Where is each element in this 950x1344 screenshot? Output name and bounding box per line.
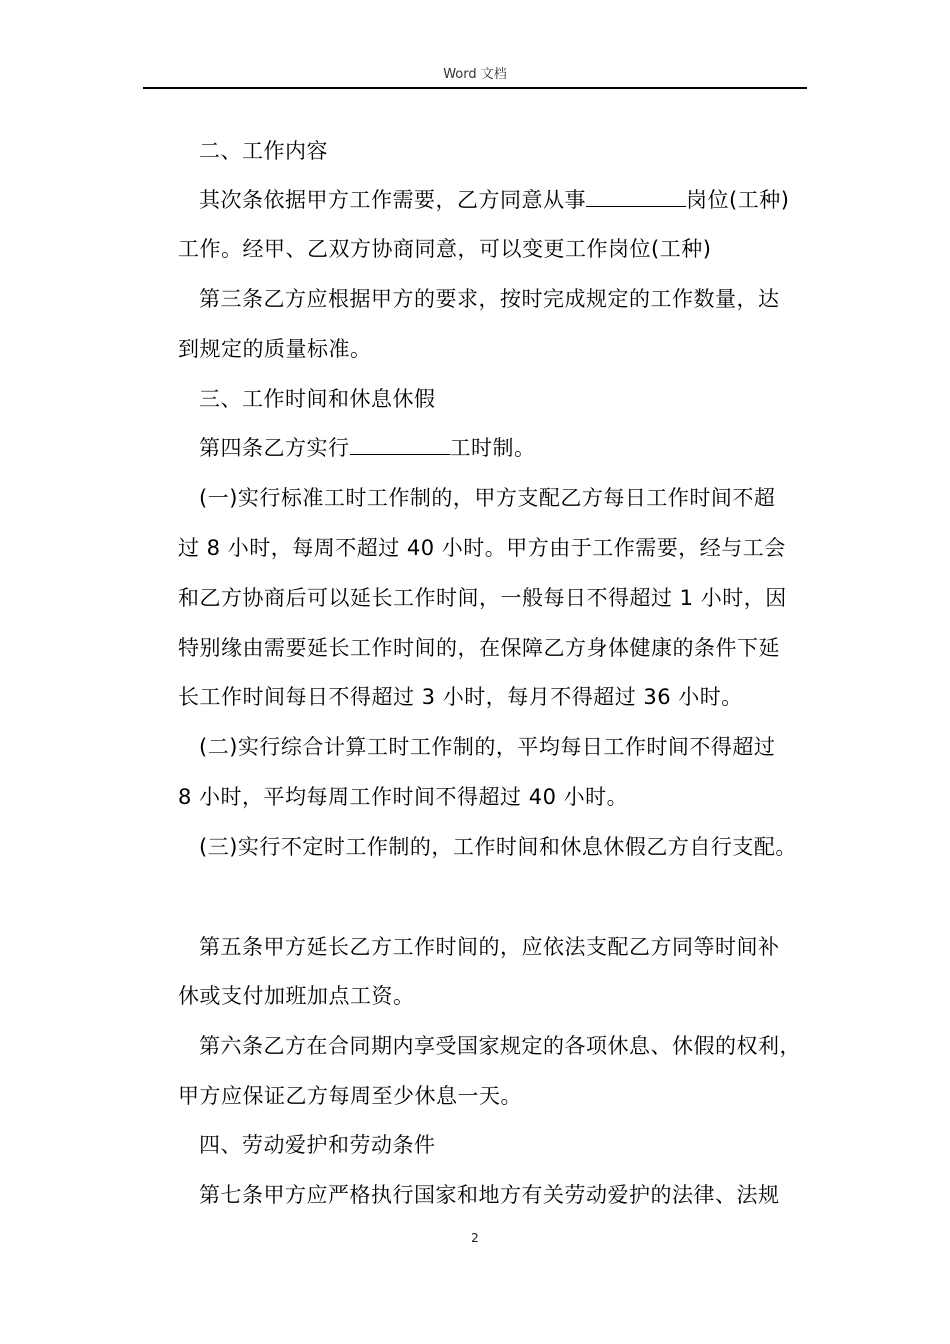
paragraph-line: 长工作时间每日不得超过 3 小时，每月不得超过 36 小时。: [178, 685, 743, 709]
line-text: 工时制。: [449, 436, 536, 460]
header-divider: [143, 87, 807, 89]
paragraph-line: 和乙方协商后可以延长工作时间，一般每日不得超过 1 小时，因: [178, 586, 787, 610]
line-text: 第四条乙方实行: [199, 436, 350, 460]
paragraph-line: (一)实行标准工时工作制的，甲方支配乙方每日工作时间不超: [199, 486, 776, 510]
section-heading: 四、劳动爱护和劳动条件: [199, 1133, 436, 1157]
line-text: 其次条依据甲方工作需要，乙方同意从事: [199, 188, 586, 212]
header-title: Word 文档: [443, 67, 507, 82]
section-heading: 三、工作时间和休息休假: [199, 387, 436, 411]
paragraph-line: 工作。经甲、乙双方协商同意，可以变更工作岗位(工种): [178, 237, 712, 261]
line-text: 岗位(工种): [686, 188, 790, 212]
paragraph-line: 第六条乙方在合同期内享受国家规定的各项休息、休假的权利，: [199, 1034, 801, 1058]
paragraph-line: 甲方应保证乙方每周至少休息一天。: [178, 1084, 522, 1108]
paragraph-line: 到规定的质量标准。: [178, 337, 372, 361]
paragraph-line: (二)实行综合计算工时工作制的，平均每日工作时间不得超过: [199, 735, 776, 759]
paragraph-line: (三)实行不定时工作制的，工作时间和休息休假乙方自行支配。: [199, 835, 797, 859]
paragraph-line: 8 小时，平均每周工作时间不得超过 40 小时。: [178, 785, 629, 809]
page-number: 2: [471, 1231, 479, 1245]
paragraph-line: 第五条甲方延长乙方工作时间的，应依法支配乙方同等时间补: [199, 935, 780, 959]
paragraph-line: [199, 185, 789, 215]
paragraph-line: 休或支付加班加点工资。: [178, 984, 415, 1008]
fill-in-blank: [586, 186, 686, 207]
paragraph-line: 过 8 小时，每周不超过 40 小时。甲方由于工作需要，经与工会: [178, 536, 786, 560]
paragraph-line: 特别缘由需要延长工作时间的，在保障乙方身体健康的条件下延: [178, 636, 780, 660]
section-heading: 二、工作内容: [199, 139, 328, 163]
paragraph-line: 第七条甲方应严格执行国家和地方有关劳动爱护的法律、法规: [199, 1183, 780, 1207]
paragraph-line: [199, 433, 536, 463]
paragraph-line: 第三条乙方应根据甲方的要求，按时完成规定的工作数量，达: [199, 287, 780, 311]
fill-in-blank: [350, 434, 450, 455]
